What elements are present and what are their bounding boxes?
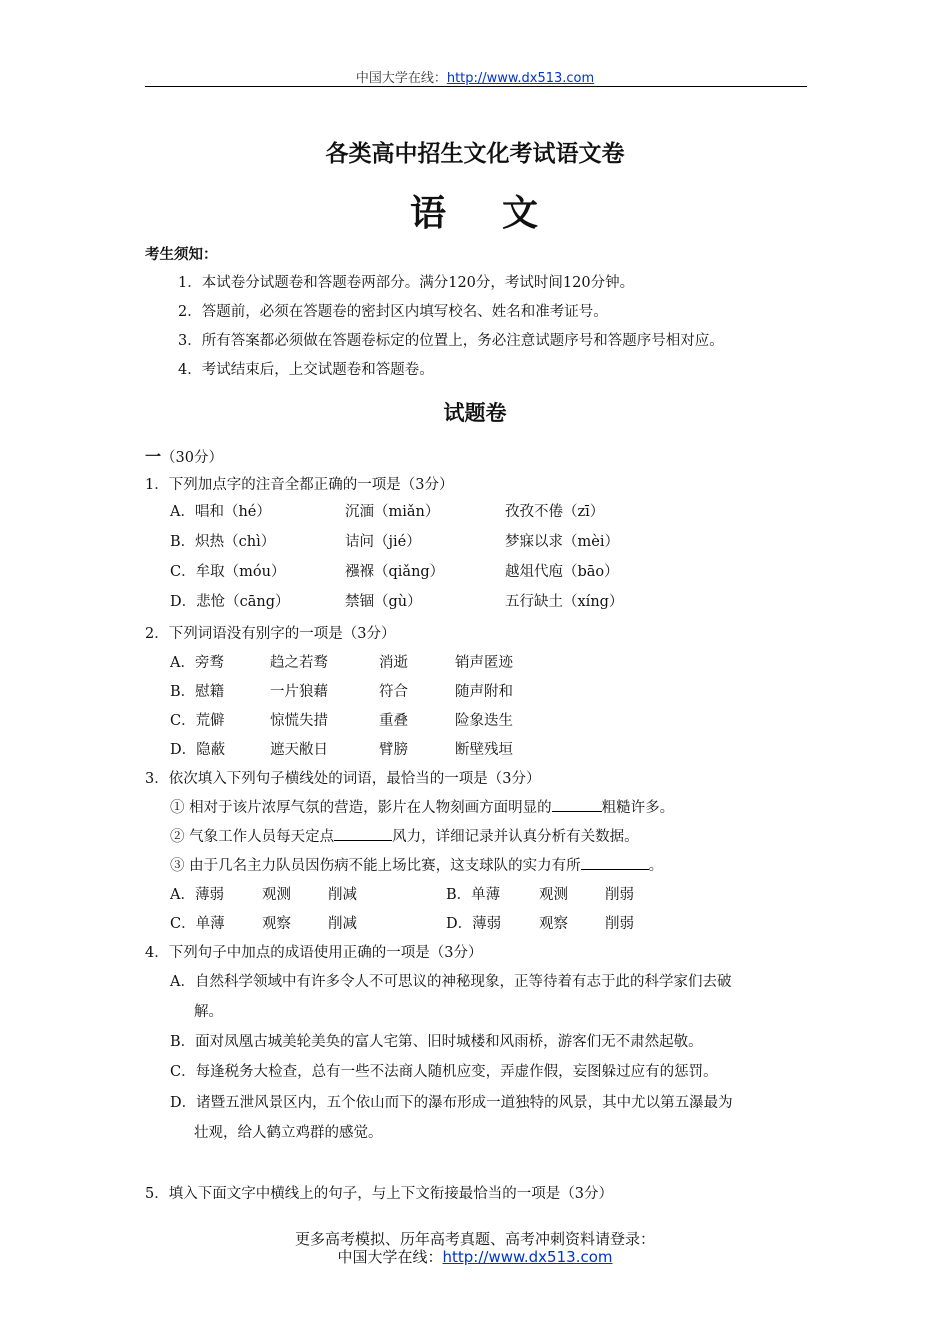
q2-option: 臂膀 (379, 742, 408, 758)
q3-s2-text: ② 气象工作人员每天定点 (170, 829, 335, 845)
q3-sentence-3 (170, 854, 663, 875)
q2-option: 符合 (379, 684, 408, 700)
q3-option-d: D．薄弱 (446, 916, 502, 932)
q1-option: 梦寐以求（mèi） (505, 534, 619, 550)
q1-option: A．唱和（hé） (170, 504, 271, 520)
notice-item: 3．所有答案都必须做在答题卷标定的位置上，务必注意试题序号和答题序号相对应。 (178, 333, 724, 349)
q3-option-d: 削弱 (605, 916, 634, 932)
q2-option: A．旁骛 (170, 655, 224, 671)
q1-option: 孜孜不倦（zī） (505, 504, 605, 520)
subject-title (0, 185, 950, 236)
notice-heading: 考生须知： (145, 247, 218, 263)
question-4-stem: 4．下列句子中加点的成语使用正确的一项是（3分） (145, 945, 483, 961)
q2-option: 惊慌失措 (270, 713, 328, 729)
question-1-stem: 1．下列加点字的注音全都正确的一项是（3分） (145, 477, 454, 493)
notice-item: 4．考试结束后，上交试题卷和答题卷。 (178, 362, 434, 378)
q2-option: D．隐蔽 (170, 742, 226, 758)
page-header (0, 67, 950, 86)
section-title: 试题卷 (443, 401, 507, 425)
exam-title: 各类高中招生文化考试语文卷 (325, 141, 625, 167)
header-site-label: 中国大学在线： (355, 71, 447, 86)
q3-option-a: 观测 (262, 887, 291, 903)
q2-option: 一片狼藉 (270, 684, 328, 700)
q4-option-d: D．诸暨五泄风景区内，五个依山而下的瀑布形成一道独特的风景，其中尤以第五瀑最为 (170, 1095, 733, 1111)
q4-option-a-cont: 解。 (194, 1004, 223, 1020)
answer-blank (581, 856, 649, 870)
footer-site-label: 中国大学在线： (337, 1248, 443, 1266)
q3-option-b: 削弱 (605, 887, 634, 903)
q3-option-d: 观察 (539, 916, 568, 932)
part-heading (145, 444, 223, 467)
answer-blank (552, 798, 602, 812)
part-score: （30分） (161, 450, 223, 466)
q4-option-a: A．自然科学领域中有许多令人不可思议的神秘现象，正等待着有志于此的科学家们去破 (170, 974, 732, 990)
q3-s2-text-end: 风力，详细记录并认真分析有关数据。 (392, 829, 639, 845)
q3-option-b: 观测 (539, 887, 568, 903)
q3-sentence-1 (170, 796, 674, 817)
q1-option: 襁褓（qiǎng） (345, 564, 445, 580)
q3-s1-text-end: 粗糙许多。 (601, 800, 675, 816)
q2-option: 断壁残垣 (455, 742, 513, 758)
q3-s3-text: ③ 由于几名主力队员因伤病不能上场比赛，这支球队的实力有所 (170, 858, 581, 874)
q4-option-d-cont: 壮观，给人鹤立鸡群的感觉。 (194, 1125, 383, 1141)
q4-option-c: C．每逢税务大检查，总有一些不法商人随机应变，弄虚作假，妄图躲过应有的惩罚。 (170, 1064, 718, 1080)
q1-option: B．炽热（chì） (170, 534, 276, 550)
q3-option-c: C．单薄 (170, 916, 225, 932)
q3-option-b: B．单薄 (446, 887, 501, 903)
q3-s1-text: ① 相对于该片浓厚气氛的营造，影片在人物刻画方面明显的 (170, 800, 552, 816)
q3-s3-text-end: 。 (648, 858, 664, 874)
q2-option: 趋之若骛 (270, 655, 328, 671)
q3-option-a: 削减 (328, 887, 357, 903)
q2-option: 销声匿迹 (455, 655, 513, 671)
header-divider (145, 86, 807, 87)
notice-item: 1．本试卷分试题卷和答题卷两部分。满分120分，考试时间120分钟。 (178, 275, 635, 291)
q1-option: D．悲怆（cāng） (170, 594, 290, 610)
q1-option: 五行缺土（xíng） (505, 594, 624, 610)
footer-link[interactable]: http://www.dx513.com (442, 1248, 613, 1266)
question-5-stem: 5．填入下面文字中横线上的句子，与上下文衔接最恰当的一项是（3分） (145, 1186, 613, 1202)
q2-option: C．荒僻 (170, 713, 225, 729)
q2-option: 遮天敝日 (270, 742, 328, 758)
q3-option-c: 削减 (328, 916, 357, 932)
q1-option: 禁锢（gù） (345, 594, 422, 610)
q1-option: C．牟取（móu） (170, 564, 286, 580)
answer-blank (334, 827, 392, 841)
q2-option: 随声附和 (455, 684, 513, 700)
q3-option-a: A．薄弱 (170, 887, 224, 903)
question-3-stem: 3．依次填入下列句子横线处的词语，最恰当的一项是（3分） (145, 771, 541, 787)
q1-option: 沉湎（miǎn） (345, 504, 440, 520)
part-label: 一 (145, 447, 162, 466)
header-link[interactable]: http://www.dx513.com (446, 71, 595, 86)
footer-link-line (0, 1246, 950, 1267)
q4-option-b: B．面对凤凰古城美轮美奂的富人宅第、旧时城楼和风雨桥，游客们无不肃然起敬。 (170, 1034, 703, 1050)
q2-option: 重叠 (379, 713, 408, 729)
q2-option: 消逝 (379, 655, 408, 671)
subject-char-1: 语 (409, 193, 448, 234)
footer-promo: 更多高考模拟、历年高考真题、高考冲刺资料请登录： (294, 1230, 655, 1248)
q2-option: B．慰籍 (170, 684, 225, 700)
q3-sentence-2 (170, 825, 639, 846)
question-2-stem: 2．下列词语没有别字的一项是（3分） (145, 626, 396, 642)
subject-char-2: 文 (502, 193, 541, 234)
q2-option: 险象迭生 (455, 713, 513, 729)
q1-option: 越俎代庖（bāo） (505, 564, 619, 580)
q1-option: 诘问（jié） (345, 534, 421, 550)
notice-item: 2．答题前，必须在答题卷的密封区内填写校名、姓名和准考证号。 (178, 304, 608, 320)
q3-option-c: 观察 (262, 916, 291, 932)
